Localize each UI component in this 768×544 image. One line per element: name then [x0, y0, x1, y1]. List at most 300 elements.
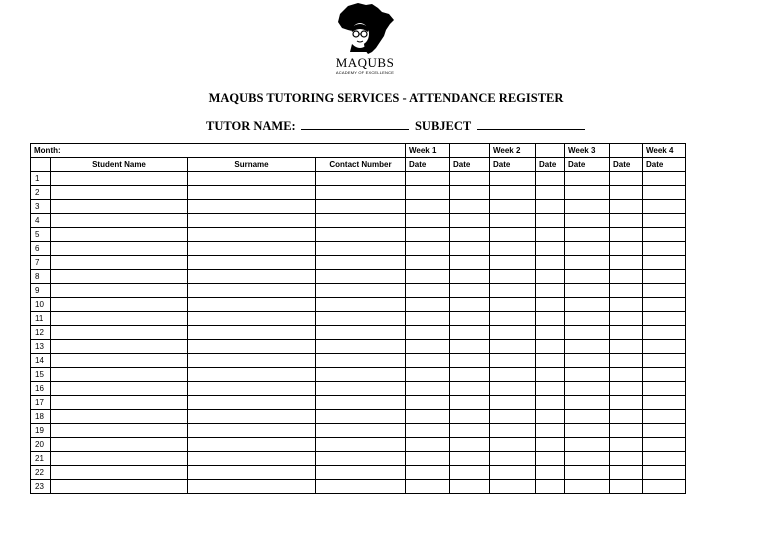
attendance-cell[interactable] — [450, 270, 490, 284]
contact-number-cell[interactable] — [316, 354, 406, 368]
attendance-cell[interactable] — [565, 270, 610, 284]
attendance-cell[interactable] — [643, 480, 686, 494]
surname-cell[interactable] — [188, 466, 316, 480]
attendance-cell[interactable] — [643, 228, 686, 242]
attendance-cell[interactable] — [406, 228, 450, 242]
tutor-subject-line — [206, 118, 585, 134]
surname-cell[interactable] — [188, 242, 316, 256]
attendance-cell[interactable] — [610, 172, 643, 186]
attendance-cell[interactable] — [536, 340, 565, 354]
attendance-cell[interactable] — [490, 256, 536, 270]
surname-cell[interactable] — [188, 256, 316, 270]
attendance-cell[interactable] — [565, 466, 610, 480]
table-row — [31, 326, 686, 340]
student-name-cell[interactable] — [51, 200, 188, 214]
contact-number-header: Contact Number — [316, 158, 406, 172]
attendance-cell[interactable] — [565, 354, 610, 368]
attendance-cell[interactable] — [565, 312, 610, 326]
date-header: Date — [536, 158, 565, 172]
row-number: 23 — [31, 480, 51, 494]
attendance-cell[interactable] — [643, 200, 686, 214]
surname-cell[interactable] — [188, 354, 316, 368]
attendance-cell[interactable] — [565, 228, 610, 242]
attendance-cell[interactable] — [450, 438, 490, 452]
contact-number-cell[interactable] — [316, 270, 406, 284]
attendance-cell[interactable] — [490, 340, 536, 354]
surname-cell[interactable] — [188, 438, 316, 452]
date-header: Date — [610, 158, 643, 172]
attendance-cell[interactable] — [490, 200, 536, 214]
attendance-cell[interactable] — [643, 242, 686, 256]
attendance-cell[interactable] — [643, 312, 686, 326]
attendance-cell[interactable] — [610, 256, 643, 270]
attendance-cell[interactable] — [610, 410, 643, 424]
student-name-cell[interactable] — [51, 382, 188, 396]
week-1-blank — [450, 144, 490, 158]
attendance-cell[interactable] — [643, 424, 686, 438]
contact-number-cell[interactable] — [316, 326, 406, 340]
attendance-cell[interactable] — [565, 382, 610, 396]
attendance-cell[interactable] — [610, 270, 643, 284]
student-name-cell[interactable] — [51, 340, 188, 354]
attendance-cell[interactable] — [406, 410, 450, 424]
attendance-cell[interactable] — [610, 438, 643, 452]
row-number: 10 — [31, 298, 51, 312]
student-name-cell[interactable] — [51, 186, 188, 200]
row-number: 19 — [31, 424, 51, 438]
contact-number-cell[interactable] — [316, 466, 406, 480]
attendance-cell[interactable] — [536, 452, 565, 466]
contact-number-cell[interactable] — [316, 228, 406, 242]
attendance-cell[interactable] — [490, 172, 536, 186]
attendance-cell[interactable] — [610, 284, 643, 298]
attendance-cell[interactable] — [536, 228, 565, 242]
attendance-cell[interactable] — [536, 410, 565, 424]
attendance-cell[interactable] — [490, 368, 536, 382]
row-number: 5 — [31, 228, 51, 242]
student-name-cell[interactable] — [51, 256, 188, 270]
student-name-cell[interactable] — [51, 326, 188, 340]
attendance-cell[interactable] — [643, 438, 686, 452]
attendance-cell[interactable] — [610, 312, 643, 326]
attendance-cell[interactable] — [536, 298, 565, 312]
attendance-cell[interactable] — [450, 214, 490, 228]
attendance-cell[interactable] — [536, 214, 565, 228]
attendance-cell[interactable] — [643, 452, 686, 466]
attendance-cell[interactable] — [565, 200, 610, 214]
attendance-cell[interactable] — [406, 354, 450, 368]
attendance-cell[interactable] — [406, 312, 450, 326]
attendance-cell[interactable] — [643, 298, 686, 312]
week-1-header: Week 1 — [406, 144, 450, 158]
row-number: 14 — [31, 354, 51, 368]
attendance-cell[interactable] — [610, 186, 643, 200]
attendance-cell[interactable] — [565, 256, 610, 270]
tutor-name-label: TUTOR NAME: — [206, 119, 296, 133]
row-number: 9 — [31, 284, 51, 298]
surname-cell[interactable] — [188, 186, 316, 200]
attendance-cell[interactable] — [406, 172, 450, 186]
week-header-row — [31, 144, 686, 158]
attendance-cell[interactable] — [490, 438, 536, 452]
surname-cell[interactable] — [188, 214, 316, 228]
attendance-cell[interactable] — [450, 284, 490, 298]
attendance-cell[interactable] — [450, 256, 490, 270]
attendance-cell[interactable] — [643, 382, 686, 396]
table-row — [31, 284, 686, 298]
table-row — [31, 382, 686, 396]
attendance-cell[interactable] — [450, 480, 490, 494]
student-name-cell[interactable] — [51, 354, 188, 368]
attendance-cell[interactable] — [610, 382, 643, 396]
contact-number-cell[interactable] — [316, 410, 406, 424]
table-row — [31, 452, 686, 466]
table-row — [31, 368, 686, 382]
attendance-cell[interactable] — [406, 340, 450, 354]
attendance-cell[interactable] — [643, 214, 686, 228]
contact-number-cell[interactable] — [316, 480, 406, 494]
attendance-cell[interactable] — [536, 354, 565, 368]
student-name-cell[interactable] — [51, 396, 188, 410]
student-name-cell[interactable] — [51, 410, 188, 424]
attendance-cell[interactable] — [490, 326, 536, 340]
attendance-cell[interactable] — [490, 354, 536, 368]
table-row — [31, 438, 686, 452]
attendance-cell[interactable] — [565, 172, 610, 186]
student-name-cell[interactable] — [51, 312, 188, 326]
contact-number-cell[interactable] — [316, 284, 406, 298]
attendance-cell[interactable] — [536, 466, 565, 480]
attendance-cell[interactable] — [450, 340, 490, 354]
table-row — [31, 466, 686, 480]
table-row — [31, 480, 686, 494]
attendance-cell[interactable] — [450, 298, 490, 312]
surname-cell[interactable] — [188, 396, 316, 410]
attendance-cell[interactable] — [450, 410, 490, 424]
attendance-cell[interactable] — [490, 452, 536, 466]
attendance-cell[interactable] — [406, 424, 450, 438]
table-row — [31, 256, 686, 270]
table-row — [31, 270, 686, 284]
tutor-name-field[interactable] — [301, 118, 409, 130]
attendance-cell[interactable] — [406, 214, 450, 228]
contact-number-cell[interactable] — [316, 452, 406, 466]
attendance-cell[interactable] — [610, 368, 643, 382]
attendance-cell[interactable] — [450, 200, 490, 214]
attendance-cell[interactable] — [643, 368, 686, 382]
attendance-cell[interactable] — [536, 396, 565, 410]
attendance-cell[interactable] — [406, 480, 450, 494]
attendance-cell[interactable] — [490, 242, 536, 256]
attendance-cell[interactable] — [536, 270, 565, 284]
week-3-blank — [610, 144, 643, 158]
row-number: 16 — [31, 382, 51, 396]
student-name-cell[interactable] — [51, 466, 188, 480]
attendance-cell[interactable] — [565, 340, 610, 354]
attendance-cell[interactable] — [450, 354, 490, 368]
maqubs-logo — [326, 2, 404, 78]
attendance-cell[interactable] — [610, 452, 643, 466]
attendance-cell[interactable] — [610, 340, 643, 354]
surname-cell[interactable] — [188, 410, 316, 424]
attendance-cell[interactable] — [565, 452, 610, 466]
student-name-header: Student Name — [51, 158, 188, 172]
attendance-cell[interactable] — [610, 424, 643, 438]
africa-silhouette-icon — [334, 2, 396, 58]
student-name-cell[interactable] — [51, 172, 188, 186]
attendance-cell[interactable] — [450, 382, 490, 396]
date-header: Date — [490, 158, 536, 172]
attendance-cell[interactable] — [610, 242, 643, 256]
attendance-cell[interactable] — [565, 396, 610, 410]
surname-cell[interactable] — [188, 368, 316, 382]
column-header-row — [31, 158, 686, 172]
attendance-cell[interactable] — [450, 396, 490, 410]
row-number: 7 — [31, 256, 51, 270]
subject-field[interactable] — [477, 118, 585, 130]
attendance-cell[interactable] — [643, 396, 686, 410]
surname-cell[interactable] — [188, 298, 316, 312]
date-header: Date — [643, 158, 686, 172]
table-row — [31, 200, 686, 214]
attendance-cell[interactable] — [610, 354, 643, 368]
surname-cell[interactable] — [188, 480, 316, 494]
attendance-cell[interactable] — [610, 396, 643, 410]
attendance-cell[interactable] — [406, 452, 450, 466]
attendance-cell[interactable] — [490, 270, 536, 284]
row-number: 12 — [31, 326, 51, 340]
attendance-cell[interactable] — [490, 186, 536, 200]
attendance-cell[interactable] — [610, 480, 643, 494]
attendance-cell[interactable] — [536, 326, 565, 340]
table-row — [31, 186, 686, 200]
attendance-cell[interactable] — [536, 200, 565, 214]
contact-number-cell[interactable] — [316, 186, 406, 200]
attendance-cell[interactable] — [536, 186, 565, 200]
student-name-cell[interactable] — [51, 424, 188, 438]
row-number: 22 — [31, 466, 51, 480]
attendance-cell[interactable] — [643, 354, 686, 368]
student-name-cell[interactable] — [51, 368, 188, 382]
table-row — [31, 242, 686, 256]
attendance-cell[interactable] — [610, 466, 643, 480]
attendance-cell[interactable] — [536, 480, 565, 494]
surname-cell[interactable] — [188, 228, 316, 242]
attendance-cell[interactable] — [490, 214, 536, 228]
row-number: 1 — [31, 172, 51, 186]
table-row — [31, 354, 686, 368]
row-number: 4 — [31, 214, 51, 228]
attendance-cell[interactable] — [450, 326, 490, 340]
attendance-cell[interactable] — [610, 326, 643, 340]
attendance-cell[interactable] — [490, 312, 536, 326]
attendance-cell[interactable] — [643, 186, 686, 200]
logo-name: MAQUBS — [335, 55, 395, 70]
attendance-cell[interactable] — [406, 466, 450, 480]
attendance-cell[interactable] — [610, 298, 643, 312]
attendance-cell[interactable] — [565, 424, 610, 438]
attendance-cell[interactable] — [490, 466, 536, 480]
row-number: 17 — [31, 396, 51, 410]
week-2-header: Week 2 — [490, 144, 536, 158]
attendance-cell[interactable] — [450, 466, 490, 480]
student-name-cell[interactable] — [51, 242, 188, 256]
attendance-cell[interactable] — [536, 382, 565, 396]
attendance-cell[interactable] — [490, 298, 536, 312]
attendance-cell[interactable] — [565, 186, 610, 200]
contact-number-cell[interactable] — [316, 214, 406, 228]
row-number: 6 — [31, 242, 51, 256]
attendance-cell[interactable] — [565, 410, 610, 424]
attendance-cell[interactable] — [610, 200, 643, 214]
attendance-cell[interactable] — [490, 382, 536, 396]
attendance-cell[interactable] — [610, 214, 643, 228]
attendance-cell[interactable] — [406, 298, 450, 312]
attendance-cell[interactable] — [643, 466, 686, 480]
table-row — [31, 312, 686, 326]
date-header: Date — [565, 158, 610, 172]
attendance-cell[interactable] — [406, 396, 450, 410]
table-row — [31, 396, 686, 410]
student-name-cell[interactable] — [51, 452, 188, 466]
attendance-cell[interactable] — [406, 438, 450, 452]
attendance-cell[interactable] — [610, 228, 643, 242]
surname-cell[interactable] — [188, 270, 316, 284]
attendance-cell[interactable] — [643, 340, 686, 354]
attendance-cell[interactable] — [536, 172, 565, 186]
attendance-cell[interactable] — [450, 242, 490, 256]
attendance-cell[interactable] — [565, 214, 610, 228]
surname-cell[interactable] — [188, 326, 316, 340]
attendance-cell[interactable] — [406, 326, 450, 340]
attendance-cell[interactable] — [490, 424, 536, 438]
attendance-cell[interactable] — [406, 368, 450, 382]
attendance-cell[interactable] — [490, 410, 536, 424]
row-number: 20 — [31, 438, 51, 452]
attendance-cell[interactable] — [643, 270, 686, 284]
attendance-cell[interactable] — [536, 438, 565, 452]
month-cell[interactable]: Month: — [31, 144, 406, 158]
student-name-cell[interactable] — [51, 438, 188, 452]
attendance-cell[interactable] — [565, 480, 610, 494]
row-number: 8 — [31, 270, 51, 284]
table-row — [31, 172, 686, 186]
contact-number-cell[interactable] — [316, 424, 406, 438]
surname-cell[interactable] — [188, 382, 316, 396]
contact-number-cell[interactable] — [316, 242, 406, 256]
contact-number-cell[interactable] — [316, 172, 406, 186]
attendance-cell[interactable] — [490, 228, 536, 242]
contact-number-cell[interactable] — [316, 256, 406, 270]
attendance-cell[interactable] — [450, 172, 490, 186]
attendance-cell[interactable] — [536, 256, 565, 270]
contact-number-cell[interactable] — [316, 312, 406, 326]
attendance-cell[interactable] — [406, 256, 450, 270]
attendance-cell[interactable] — [490, 284, 536, 298]
attendance-cell[interactable] — [643, 284, 686, 298]
row-number: 15 — [31, 368, 51, 382]
table-row — [31, 424, 686, 438]
surname-cell[interactable] — [188, 312, 316, 326]
row-number: 13 — [31, 340, 51, 354]
table-row — [31, 298, 686, 312]
attendance-cell[interactable] — [643, 172, 686, 186]
attendance-cell[interactable] — [450, 452, 490, 466]
surname-cell[interactable] — [188, 424, 316, 438]
attendance-cell[interactable] — [450, 368, 490, 382]
contact-number-cell[interactable] — [316, 200, 406, 214]
student-name-cell[interactable] — [51, 298, 188, 312]
week-3-header: Week 3 — [565, 144, 610, 158]
week-4-header: Week 4 — [643, 144, 686, 158]
table-row — [31, 340, 686, 354]
attendance-cell[interactable] — [565, 368, 610, 382]
attendance-cell[interactable] — [406, 382, 450, 396]
attendance-cell[interactable] — [565, 284, 610, 298]
attendance-cell[interactable] — [536, 284, 565, 298]
attendance-cell[interactable] — [450, 312, 490, 326]
attendance-cell[interactable] — [406, 242, 450, 256]
logo-tagline: ACADEMY OF EXCELLENCE — [335, 70, 395, 75]
attendance-cell[interactable] — [565, 326, 610, 340]
attendance-register-table — [30, 143, 686, 494]
student-name-cell[interactable] — [51, 214, 188, 228]
attendance-cell[interactable] — [536, 368, 565, 382]
contact-number-cell[interactable] — [316, 368, 406, 382]
attendance-cell[interactable] — [643, 410, 686, 424]
contact-number-cell[interactable] — [316, 382, 406, 396]
table-row — [31, 410, 686, 424]
student-name-cell[interactable] — [51, 480, 188, 494]
surname-cell[interactable] — [188, 284, 316, 298]
attendance-cell[interactable] — [490, 396, 536, 410]
contact-number-cell[interactable] — [316, 396, 406, 410]
table-row — [31, 228, 686, 242]
attendance-cell[interactable] — [450, 186, 490, 200]
row-number: 11 — [31, 312, 51, 326]
attendance-cell[interactable] — [450, 424, 490, 438]
student-name-cell[interactable] — [51, 228, 188, 242]
attendance-cell[interactable] — [490, 480, 536, 494]
student-name-cell[interactable] — [51, 270, 188, 284]
surname-cell[interactable] — [188, 452, 316, 466]
page-title: MAQUBS TUTORING SERVICES - ATTENDANCE REGISTER — [208, 91, 564, 105]
contact-number-cell[interactable] — [316, 438, 406, 452]
attendance-cell[interactable] — [536, 242, 565, 256]
attendance-cell[interactable] — [450, 228, 490, 242]
attendance-cell[interactable] — [643, 256, 686, 270]
attendance-cell[interactable] — [565, 242, 610, 256]
row-number: 18 — [31, 410, 51, 424]
attendance-cell[interactable] — [406, 186, 450, 200]
attendance-cell[interactable] — [565, 298, 610, 312]
student-name-cell[interactable] — [51, 284, 188, 298]
attendance-cell[interactable] — [406, 270, 450, 284]
surname-cell[interactable] — [188, 340, 316, 354]
attendance-cell[interactable] — [565, 438, 610, 452]
surname-header: Surname — [188, 158, 316, 172]
surname-cell[interactable] — [188, 172, 316, 186]
attendance-cell[interactable] — [643, 326, 686, 340]
attendance-cell[interactable] — [536, 424, 565, 438]
attendance-cell[interactable] — [406, 200, 450, 214]
date-header: Date — [406, 158, 450, 172]
contact-number-cell[interactable] — [316, 340, 406, 354]
contact-number-cell[interactable] — [316, 298, 406, 312]
surname-cell[interactable] — [188, 200, 316, 214]
attendance-cell[interactable] — [536, 312, 565, 326]
attendance-cell[interactable] — [406, 284, 450, 298]
